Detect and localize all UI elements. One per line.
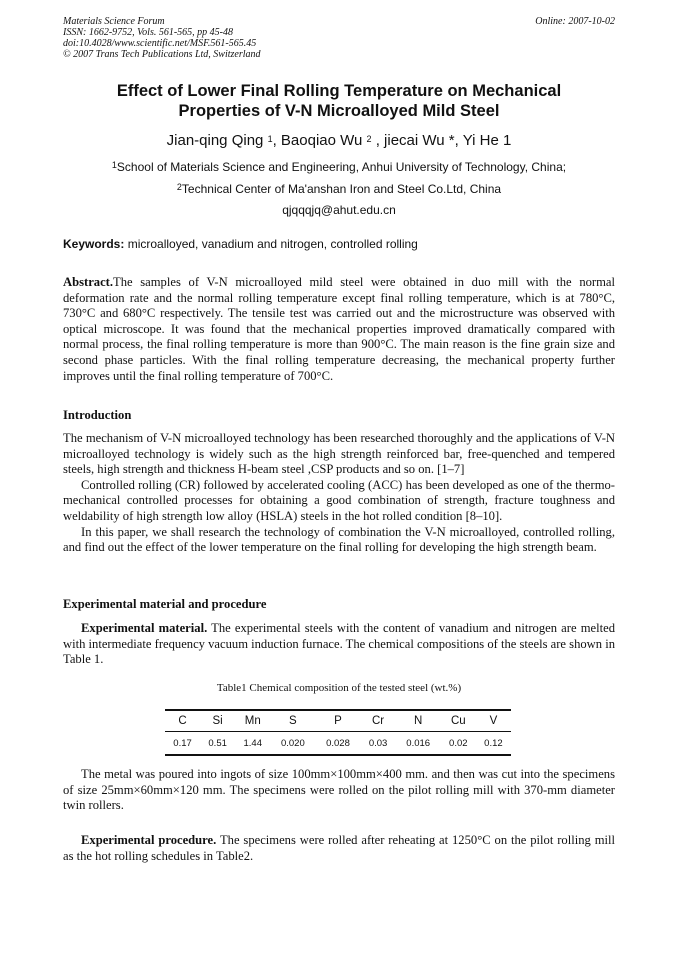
keywords	[63, 237, 615, 252]
author-1: Jian-qing Qing	[166, 132, 268, 149]
affiliation-2-marker: 2	[176, 182, 182, 192]
journal-doi[interactable]: doi:10.4028/www.scientific.net/MSF.561-565.45	[63, 38, 257, 49]
abstract-label: Abstract.	[63, 275, 114, 289]
author-2-affiliation: 2	[366, 134, 372, 144]
table-cell: 0.028	[315, 732, 360, 756]
author-3-4: , jiecai Wu *, Yi He 1	[371, 132, 512, 149]
affiliation-1	[63, 160, 615, 175]
experimental-material-label: Experimental material.	[81, 621, 208, 635]
table-cell: 0.02	[441, 732, 476, 756]
affiliation-1-marker: 1	[111, 160, 117, 170]
table-header-cell: C	[165, 710, 200, 732]
title-line-1: Effect of Lower Final Rolling Temperature on Mechanical	[116, 82, 562, 100]
table-row	[165, 732, 511, 756]
table-cell: 0.51	[200, 732, 235, 756]
journal-issn: ISSN: 1662-9752, Vols. 561-565, pp 45-48	[63, 27, 233, 38]
abstract	[63, 275, 615, 384]
keywords-label: Keywords:	[63, 237, 125, 251]
author-2: , Baoqiao Wu	[272, 132, 367, 149]
experimental-procedure	[63, 833, 615, 864]
introduction-body	[63, 431, 615, 556]
affiliation-2	[63, 182, 615, 197]
paper-title	[63, 81, 615, 121]
table-header-cell: V	[476, 710, 511, 732]
journal-header	[63, 16, 261, 60]
experimental-heading: Experimental material and procedure	[63, 597, 267, 611]
keywords-text: microalloyed, vanadium and nitrogen, controlled rolling	[124, 237, 418, 251]
table-cell: 0.12	[476, 732, 511, 756]
table-cell: 0.020	[270, 732, 315, 756]
affiliation-2-text: Technical Center of Ma'anshan Iron and Steel Co.Ltd, China	[181, 182, 502, 196]
experimental-material-text: The experimental steels with the content of vanadium and nitrogen are melted with intermediate frequency vacuum induction furnace. The chemical compositions of the steels are shown in Table 1.	[63, 621, 615, 667]
table-cell: 1.44	[235, 732, 270, 756]
chemical-composition-table	[165, 709, 511, 756]
experimental-material	[63, 621, 615, 668]
table-header-cell: Cr	[361, 710, 396, 732]
online-date: Online: 2007-10-02	[535, 16, 615, 27]
title-line-2: Properties of V-N Microalloyed Mild Steel	[178, 102, 500, 120]
intro-paragraph-1: The mechanism of V-N microalloyed technology has been researched thoroughly and the applications of V-N microalloyed technology is widely such as the high strength reinforced bar, free-quenched and tempered steels, high strength and thickness H-beam steel ,CSP products and so on. [1–7]	[63, 431, 615, 477]
experimental-procedure-text: The specimens were rolled after reheating at 1250°C on the pilot rolling mill as the hot rolling schedules in Table2.	[63, 833, 615, 863]
table-header-row	[165, 710, 511, 732]
journal-copyright: © 2007 Trans Tech Publications Ltd, Switzerland	[63, 49, 261, 60]
abstract-text: The samples of V-N microalloyed mild steel were obtained in duo mill with the normal deformation rate and the normal rolling temperature except final rolling temperature, which is at 780°C, 730°C and 680°C respectively. The tensile test was carried out and the microstructure was observed with optical microscope. It was found that the mechanical properties improved dramatically compared with normal process, the final rolling temperature is more than 900°C. The main reason is the fine grain size and second phase particles. With the final rolling temperature decreasing, the mechanical property further improves until the final rolling temperature of 700°C.	[63, 275, 615, 383]
table-header-cell: Mn	[235, 710, 270, 732]
table-header-cell: S	[270, 710, 315, 732]
contact-email[interactable]: qjqqqjq@ahut.edu.cn	[282, 203, 396, 217]
table-cell: 0.17	[165, 732, 200, 756]
introduction-heading: Introduction	[63, 408, 132, 422]
intro-paragraph-3: In this paper, we shall research the technology of combination the V-N microalloyed, controlled rolling, and find out the effect of the lower temperature on the final rolling for developing the high strength beam.	[63, 524, 615, 555]
intro-paragraph-2: Controlled rolling (CR) followed by accelerated cooling (ACC) has been developed as one of the thermo-mechanical controlled processes for obtaining a good combination of strength, fracture toughness and weldability of high strength low alloy (HSLA) steels in the hot rolled condition [8–10].	[63, 477, 615, 523]
journal-name: Materials Science Forum	[63, 16, 165, 27]
author-1-affiliation: 1	[267, 134, 273, 144]
table-header-cell: Cu	[441, 710, 476, 732]
table-cell: 0.016	[396, 732, 441, 756]
table-caption: Table1 Chemical composition of the tested steel (wt.%)	[216, 682, 462, 694]
experimental-procedure-label: Experimental procedure.	[81, 833, 217, 847]
affiliation-1-text: School of Materials Science and Engineering, Anhui University of Technology, China;	[116, 160, 567, 174]
table-header-cell: N	[396, 710, 441, 732]
ingot-paragraph: The metal was poured into ingots of size 100mm×100mm×400 mm. and then was cut into the specimens of size 25mm×60mm×120 mm. The specimens were rolled on the pilot rolling mill with 370-mm diameter twin rollers.	[63, 767, 615, 813]
table-header-cell: Si	[200, 710, 235, 732]
author-list	[63, 132, 615, 150]
table-header-cell: P	[315, 710, 360, 732]
table-cell: 0.03	[361, 732, 396, 756]
